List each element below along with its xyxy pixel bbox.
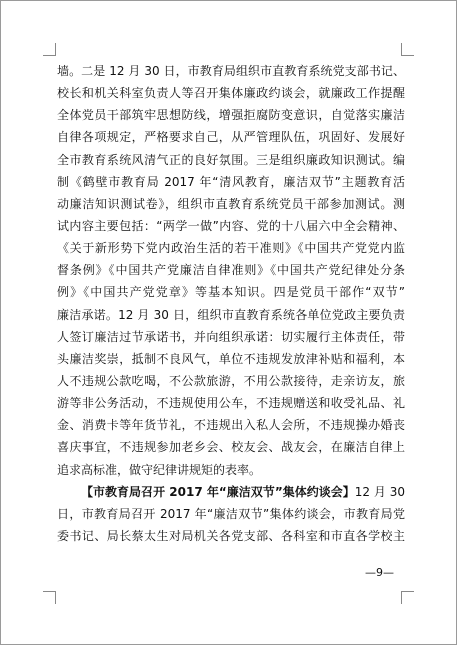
crop-mark-top-right — [401, 43, 414, 56]
paragraph-line: 喜庆事宜，不违规参加老乡会、校友会、战友会，在廉洁自律上 — [57, 440, 405, 455]
paragraph-line: 自律各项规定，严格要求自己，从严管理队伍，巩固好、发展好 — [57, 130, 405, 145]
paragraph-line: 墙。二是 12 月 30 日，市教育局组织市直教育系统党支部书记、 — [57, 64, 405, 78]
section-heading-line — [57, 481, 405, 503]
page-number: —9— — [365, 566, 394, 579]
paragraph-line: 督条例》《中国共产党廉洁自律准则》《中国共产党纪律处分条 — [57, 263, 405, 278]
paragraph-line: 例》《中国共产党党章》等基本知识。四是党员干部作“双节” — [57, 285, 405, 300]
paragraph-line: 全市教育系统风清气正的良好氛围。三是组织廉政知识测试。编 — [57, 152, 405, 167]
crop-mark-bottom-right — [401, 591, 414, 604]
paragraph-line: 动廉洁知识测试卷》，组织市直教育系统党员干部参加测试。测 — [57, 196, 405, 211]
paragraph-line: 头廉洁奖崇，抵制不良风气，单位不违规发放津补贴和福利，本 — [57, 351, 405, 366]
paragraph-line: 校长和机关科室负责人等召开集体廉政约谈会，就廉政工作提醒 — [57, 86, 405, 101]
section-heading-tail: 12 月 30 — [354, 484, 405, 499]
paragraph-line: 金、消费卡等年货节礼，不违规出入私人会所，不违规操办婚丧 — [57, 418, 405, 433]
section-heading: 【市教育局召开 2017 年“廉洁双节”集体约谈会】 — [81, 484, 355, 499]
body-text — [57, 60, 405, 547]
paragraph-line: 人不违规公款吃喝，不公款旅游，不用公款接待，走亲访友，旅 — [57, 373, 405, 388]
paragraph-line: 追求高标准，做守纪律讲规矩的表率。 — [57, 462, 262, 477]
paragraph-line: 委书记、局长蔡太生对局机关各党支部、各科室和市直各学校主 — [57, 528, 405, 543]
paragraph-line: 《关于新形势下党内政治生活的若干准则》《中国共产党党内监 — [57, 241, 405, 256]
crop-mark-bottom-left — [43, 591, 56, 604]
paragraph-line: 试内容主要包括：“两学一做”内容、党的十八届六中全会精神、 — [57, 218, 405, 233]
paragraph-line: 游等非公务活动，不违规使用公车，不违规赠送和收受礼品、礼 — [57, 396, 405, 411]
paragraph-line: 日，市教育局召开 2017 年“廉洁双节”集体约谈会，市教育局党 — [57, 506, 405, 521]
paragraph-line: 全体党员干部筑牢思想防线，增强拒腐防变意识，自觉落实廉洁 — [57, 108, 405, 123]
crop-mark-top-left — [43, 43, 56, 56]
paragraph-line: 制《鹤壁市教育局 2017 年“清风教育，廉洁双节”主题教育活 — [57, 174, 405, 189]
paragraph-line: 人签订廉洁过节承诺书，并向组织承诺：切实履行主体责任，带 — [57, 329, 405, 344]
paragraph-line: 廉洁承诺。12 月 30 日，组织市直教育系统各单位党政主要负责 — [57, 307, 405, 322]
